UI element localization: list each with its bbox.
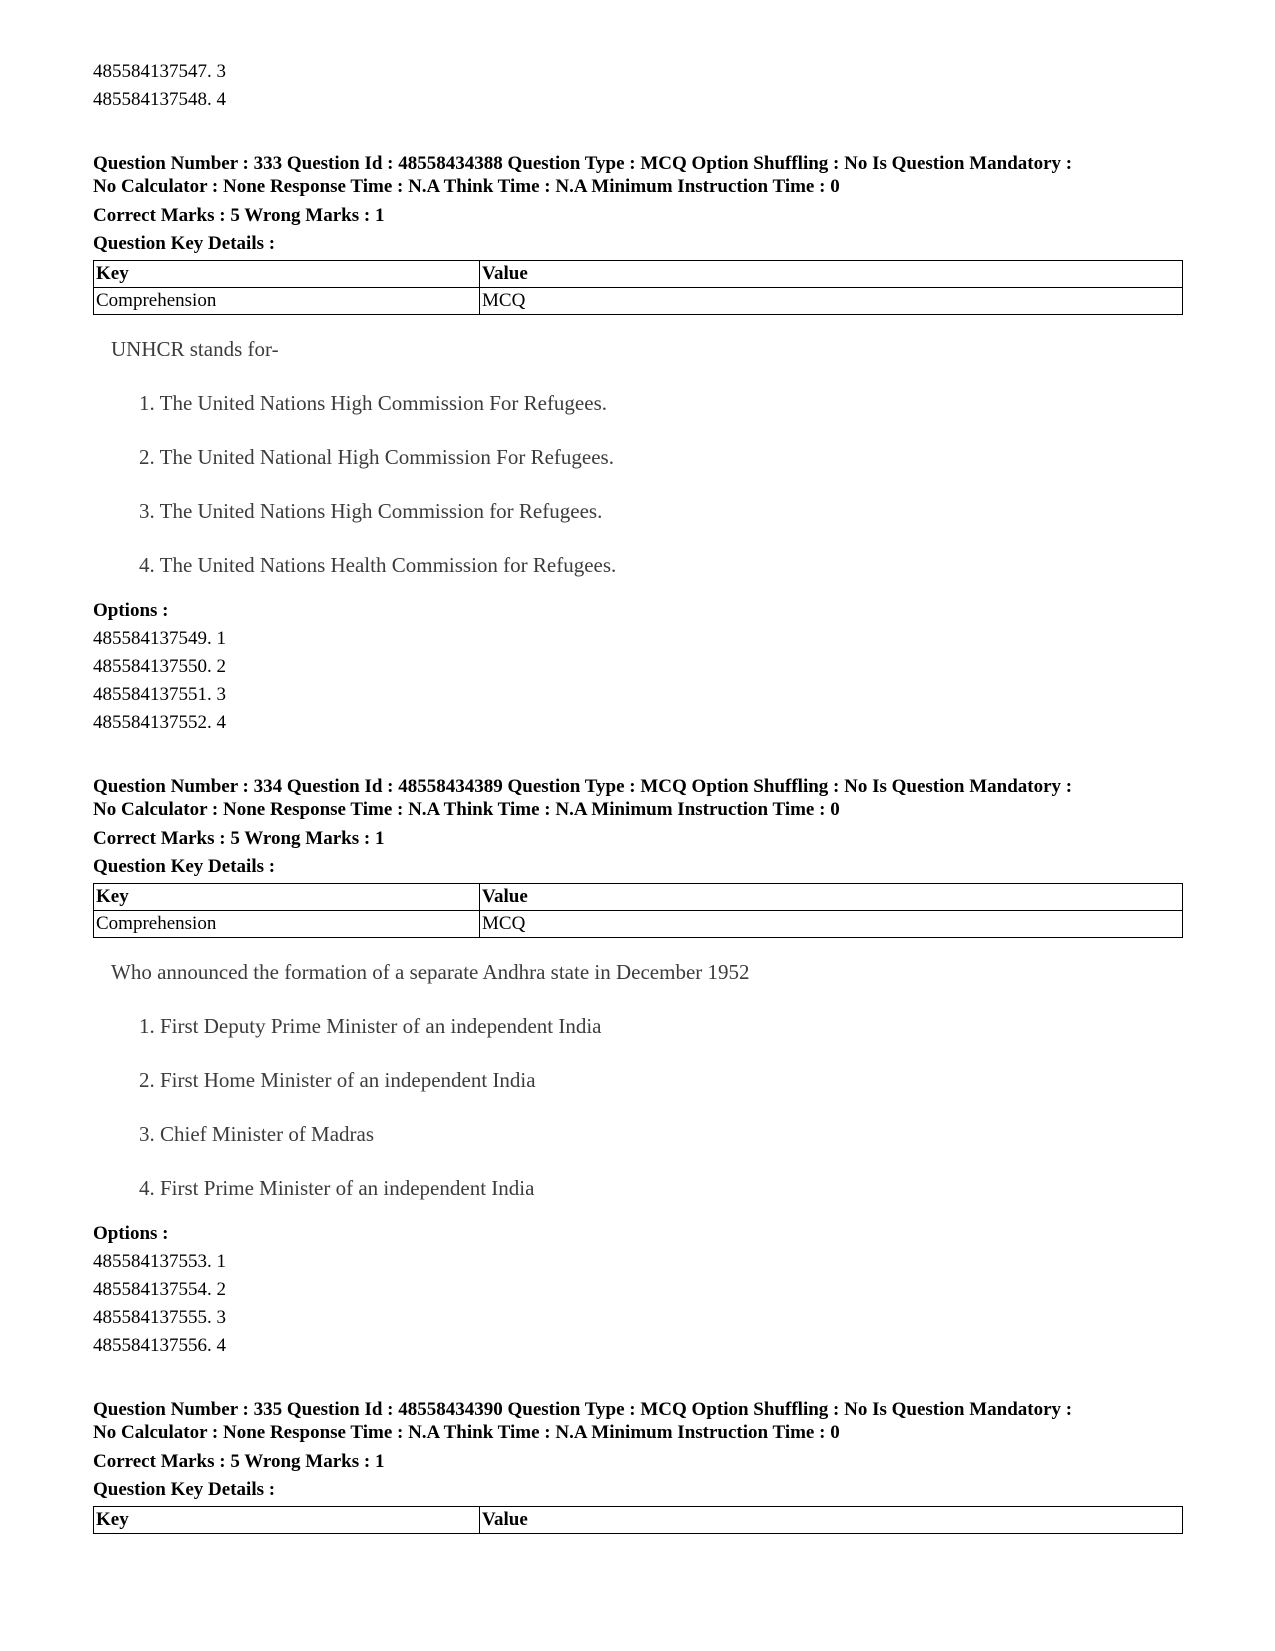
option-line: 485584137550. 2 bbox=[93, 656, 226, 677]
table-header-key: Key bbox=[94, 1507, 480, 1534]
marks-line: Correct Marks : 5 Wrong Marks : 1 bbox=[93, 828, 385, 849]
option-line: 485584137555. 3 bbox=[93, 1307, 226, 1328]
option-line: 485584137547. 3 bbox=[93, 61, 226, 82]
options-label: Options : bbox=[93, 1223, 169, 1244]
table-cell-key: Comprehension bbox=[94, 911, 480, 938]
option-line: 485584137553. 1 bbox=[93, 1251, 226, 1272]
option-line: 485584137552. 4 bbox=[93, 712, 226, 733]
table-row bbox=[94, 288, 1183, 315]
option-line: 485584137551. 3 bbox=[93, 684, 226, 705]
table-header-row bbox=[94, 884, 1183, 911]
table-header-value: Value bbox=[480, 884, 1183, 911]
key-details-table bbox=[93, 883, 1183, 938]
table-header-value: Value bbox=[480, 261, 1183, 288]
table-header-row bbox=[94, 261, 1183, 288]
marks-line: Correct Marks : 5 Wrong Marks : 1 bbox=[93, 1451, 385, 1472]
choice-item: 4. The United Nations Health Commission for Refugees. bbox=[139, 553, 617, 577]
table-cell-value: MCQ bbox=[480, 288, 1183, 315]
key-details-table bbox=[93, 1506, 1183, 1534]
question-prompt: Who announced the formation of a separate Andhra state in December 1952 bbox=[111, 960, 750, 984]
key-details-label: Question Key Details : bbox=[93, 856, 276, 877]
choice-item: 2. The United National High Commission For Refugees. bbox=[139, 445, 614, 469]
question-header bbox=[93, 775, 1183, 821]
question-header-line-1: Question Number : 335 Question Id : 48558434390 Question Type : MCQ Option Shuffling : No Is Question Mandatory : bbox=[93, 1399, 1073, 1420]
option-line: 485584137548. 4 bbox=[93, 89, 226, 110]
question-header bbox=[93, 1398, 1183, 1444]
question-header-line-2: No Calculator : None Response Time : N.A Think Time : N.A Minimum Instruction Time : 0 bbox=[93, 1422, 840, 1443]
table-row bbox=[94, 911, 1183, 938]
option-line: 485584137554. 2 bbox=[93, 1279, 226, 1300]
key-details-label: Question Key Details : bbox=[93, 233, 276, 254]
key-details-label: Question Key Details : bbox=[93, 1479, 276, 1500]
table-header-row bbox=[94, 1507, 1183, 1534]
question-header-line-2: No Calculator : None Response Time : N.A Think Time : N.A Minimum Instruction Time : 0 bbox=[93, 799, 840, 820]
option-line: 485584137549. 1 bbox=[93, 628, 226, 649]
table-header-key: Key bbox=[94, 261, 480, 288]
choice-item: 3. Chief Minister of Madras bbox=[139, 1122, 375, 1146]
document-page bbox=[93, 58, 1183, 1534]
table-cell-key: Comprehension bbox=[94, 288, 480, 315]
table-header-key: Key bbox=[94, 884, 480, 911]
option-line: 485584137556. 4 bbox=[93, 1335, 226, 1356]
previous-options bbox=[93, 58, 1183, 114]
table-cell-value: MCQ bbox=[480, 911, 1183, 938]
table-header-value: Value bbox=[480, 1507, 1183, 1534]
choice-item: 1. The United Nations High Commission For Refugees. bbox=[139, 391, 607, 415]
question-header-line-1: Question Number : 333 Question Id : 48558434388 Question Type : MCQ Option Shuffling : No Is Question Mandatory : bbox=[93, 153, 1073, 174]
choice-item: 4. First Prime Minister of an independent India bbox=[139, 1176, 535, 1200]
question-prompt: UNHCR stands for- bbox=[111, 337, 279, 361]
question-333 bbox=[93, 152, 1183, 737]
choice-item: 2. First Home Minister of an independent India bbox=[139, 1068, 536, 1092]
choice-item: 1. First Deputy Prime Minister of an independent India bbox=[139, 1014, 602, 1038]
question-335 bbox=[93, 1398, 1183, 1534]
question-header bbox=[93, 152, 1183, 198]
choice-item: 3. The United Nations High Commission for Refugees. bbox=[139, 499, 603, 523]
question-header-line-2: No Calculator : None Response Time : N.A Think Time : N.A Minimum Instruction Time : 0 bbox=[93, 176, 840, 197]
key-details-table bbox=[93, 260, 1183, 315]
question-header-line-1: Question Number : 334 Question Id : 48558434389 Question Type : MCQ Option Shuffling : No Is Question Mandatory : bbox=[93, 776, 1073, 797]
options-label: Options : bbox=[93, 600, 169, 621]
marks-line: Correct Marks : 5 Wrong Marks : 1 bbox=[93, 205, 385, 226]
question-334 bbox=[93, 775, 1183, 1360]
